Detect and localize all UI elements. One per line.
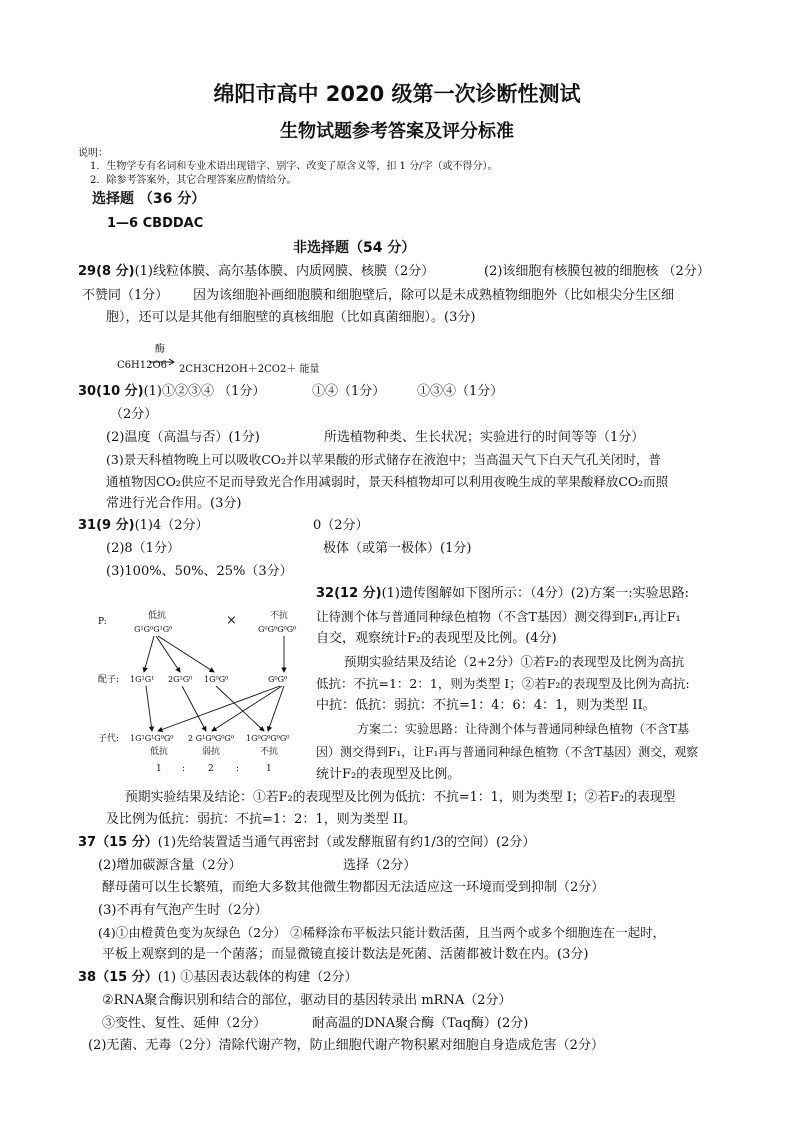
mc-answers: 1—6 CBDDAC bbox=[107, 216, 204, 231]
q31-line-1 bbox=[78, 518, 209, 534]
q37-answer-4b: 平板上观察到的是一个菌落；而显微镜直接计数法是死菌、活菌都被计数在内。(3分) bbox=[102, 947, 589, 962]
diagram-p1-genotype: G¹G⁰G¹G⁰ bbox=[134, 625, 173, 634]
diagram-gamete-2: 2G¹G⁰ bbox=[168, 675, 193, 684]
page-subtitle: 生物试题参考答案及评分标准 bbox=[280, 121, 514, 142]
q32-r4: 预期实验结果及结论（2+2分）①若F₂的表现型及比例为高抗 bbox=[344, 654, 685, 669]
q38-answer-3b: 耐高温的DNA聚合酶（Taq酶）(2分) bbox=[312, 1016, 529, 1031]
q37-number: 37 bbox=[78, 835, 97, 850]
q38-answer-2: ②RNA聚合酶识别和结合的部位，驱动目的基因转录出 mRNA（2分） bbox=[102, 993, 512, 1008]
diagram-p1-name: 低抗 bbox=[148, 611, 167, 621]
arrow-g2-c2 bbox=[182, 686, 206, 731]
fermentation-equation bbox=[117, 340, 320, 380]
q37-answer-2b: 选择（2分） bbox=[343, 858, 417, 873]
q32-r3: 自交，观察统计F₂的表现型及比例。(4分) bbox=[316, 631, 557, 646]
q31-answer-1a: (1)4（2分） bbox=[134, 518, 209, 533]
diagram-gamete-4: G⁰G⁰ bbox=[268, 675, 288, 684]
q31-answer-3: (3)100%、50%、25%（3分） bbox=[106, 564, 293, 579]
nonmc-heading: 非选择题（54 分） bbox=[293, 240, 416, 256]
q31-answer-2b: 极体（或第一极体）(1分) bbox=[323, 541, 472, 556]
q32-r9: 统计F₂的表现型及比例。 bbox=[316, 767, 461, 782]
diagram-offspring-3-name: 不抗 bbox=[260, 747, 279, 757]
diagram-offspring-label: 子代: bbox=[98, 734, 120, 744]
q38-number: 38 bbox=[78, 970, 97, 985]
q30-score: (10 分) bbox=[96, 384, 144, 399]
page-title: 绵阳市高中 2020 级第一次诊断性测试 bbox=[213, 82, 581, 106]
genetic-cross-diagram bbox=[96, 608, 310, 778]
q38-answer-3a: ③变性、复性、延伸（2分） bbox=[102, 1016, 267, 1031]
q37-score: （15 分） bbox=[96, 835, 158, 850]
q29-reason-1: 因为该细胞补画细胞膜和细胞壁后，除可以是未成熟植物细胞外（比如根尖分生区细 bbox=[193, 288, 675, 303]
diagram-offspring-2-name: 弱抗 bbox=[202, 747, 221, 757]
diagram-p2-name: 不抗 bbox=[270, 611, 289, 621]
diagram-ratio-sep-1: : bbox=[182, 764, 186, 774]
q32-number: 32 bbox=[316, 586, 335, 601]
equation-enzyme: 酶 bbox=[155, 344, 165, 355]
diagram-gamete-1: 1G¹G¹ bbox=[130, 675, 155, 684]
q37-answer-2c: 酵母菌可以生长繁殖，而绝大多数其他微生物都因无法适应这一环境而受到抑制（2分） bbox=[102, 880, 605, 895]
q37-answer-3: (3)不再有气泡产生时（2分） bbox=[98, 903, 268, 918]
q30-number: 30 bbox=[78, 384, 97, 399]
diagram-p-label: P: bbox=[98, 617, 107, 627]
q30-line-1 bbox=[78, 384, 265, 400]
arrow-g4-c3 bbox=[268, 686, 284, 731]
q29-reason-2: 胞），还可以是其他有细胞壁的真核细胞（比如真菌细胞）。(3分) bbox=[106, 310, 476, 325]
diagram-offspring-1: 1G¹G¹G⁰G⁰ bbox=[130, 734, 174, 743]
q32-line-1 bbox=[316, 586, 689, 602]
q30-answer-3c: 常进行光合作用。(3分) bbox=[106, 496, 242, 511]
q38-score: （15 分） bbox=[96, 970, 158, 985]
q29-score: (8 分) bbox=[96, 264, 135, 279]
q29-number: 29 bbox=[78, 264, 97, 279]
q31-score: (9 分) bbox=[96, 518, 135, 533]
diagram-ratio-sep-2: : bbox=[236, 764, 240, 774]
mc-heading: 选择题 （36 分） bbox=[92, 191, 206, 207]
diagram-gamete-label: 配子: bbox=[98, 675, 120, 685]
q30-answer-3a: (3)景天科植物晚上可以吸收CO₂并以苹果酸的形式储存在液泡中；当高温天气下白天气孔关闭时，普 bbox=[106, 452, 662, 467]
equation-arrow-icon bbox=[149, 357, 177, 367]
equation-right: 2CH3CH2OH＋2CO2＋ 能量 bbox=[179, 364, 320, 375]
q31-number: 31 bbox=[78, 518, 97, 533]
q37-answer-2a: (2)增加碳源含量（2分） bbox=[98, 858, 242, 873]
diagram-offspring-1-name: 低抗 bbox=[150, 747, 169, 757]
arrow-g4-c2 bbox=[212, 686, 282, 731]
q32-score: (12 分) bbox=[334, 586, 382, 601]
notes-heading: 说明： bbox=[78, 148, 108, 159]
q32-r8: 因）测交得到F₁，让F₁再与普通同种绿色植物（不含T基因）测交，观察 bbox=[316, 745, 699, 759]
q32-f2: 及比例为低抗：弱抗：不抗=1：2：1，则为类型 II。 bbox=[106, 812, 417, 827]
diagram-cross-sign: × bbox=[226, 613, 237, 628]
arrow-p1-g2 bbox=[156, 636, 180, 672]
q29-disagree: 不赞同（1分） bbox=[82, 288, 169, 303]
diagram-p2-genotype: G⁰G⁰G⁰G⁰ bbox=[258, 625, 297, 634]
q30-answer-3b: 通植物因CO₂供应不足而导致光合作用减弱时，景天科植物却可以利用夜晚生成的苹果酸释放CO₂而照 bbox=[106, 474, 669, 489]
q37-answer-1: (1)先给装置适当通气再密封（或发酵瓶留有约1/3的空间）(2分） bbox=[157, 835, 536, 850]
q30-answer-2a: (2)温度（高温与否）(1分) bbox=[106, 430, 260, 445]
q32-f1: 预期实验结果及结论：①若F₂的表现型及比例为低抗：不抗=1：1，则为类型 I；②若F₂的表现型 bbox=[125, 790, 676, 805]
q30-answer-1d: （2分） bbox=[110, 407, 158, 422]
diagram-offspring-3: 1G⁰G⁰G⁰G⁰ bbox=[246, 734, 290, 743]
diagram-gamete-3: 1G⁰G⁰ bbox=[204, 675, 229, 684]
q29-line-1 bbox=[78, 264, 434, 280]
q29-answer-1: (1)线粒体膜、高尔基体膜、内质网膜、核膜（2分） bbox=[134, 264, 435, 279]
q30-answer-2b: 所选植物种类、生长状况；实验进行的时间等等（1分） bbox=[324, 430, 645, 445]
diagram-offspring-2: 2 G¹G⁰G⁰G⁰ bbox=[188, 734, 235, 743]
q31-answer-2a: (2)8（1分） bbox=[106, 541, 180, 556]
q37-line-1 bbox=[78, 835, 535, 851]
q32-r5: 低抗：不抗=1：2：1，则为类型 I；②若F₂的表现型及比例为高抗: bbox=[316, 676, 690, 691]
note-1: 1．生物学专有名词和专业术语出现错字、别字、改变了原含义等，扣 1 分/字（或不得分）。 bbox=[90, 161, 498, 172]
diagram-ratio-3: 1 bbox=[266, 764, 272, 774]
q38-answer-1: (1) ①基因表达载体的构建（2分） bbox=[157, 970, 358, 985]
q30-answer-1: (1)①②③④ （1分） bbox=[143, 384, 266, 399]
q30-answer-1b: ①④（1分） bbox=[312, 384, 386, 399]
arrow-p1-g3 bbox=[158, 636, 214, 672]
q32-r7: 方案二：实验思路：让待测个体与普通同种绿色植物（不含T基 bbox=[357, 722, 690, 736]
q32-r6: 中抗：低抗：弱抗：不抗=1：4：6：4：1，则为类型 II。 bbox=[316, 698, 656, 713]
q31-answer-1b: 0（2分） bbox=[313, 518, 369, 533]
q38-line-1 bbox=[78, 970, 358, 986]
q29-answer-2: (2)该细胞有核膜包被的细胞核 （2分） bbox=[484, 264, 710, 279]
q32-r2: 让待测个体与普通同种绿色植物（不含T基因）测交得到F₁,再让F₁ bbox=[316, 609, 681, 624]
note-2: 2．除参考答案外，其它合理答案应酌情给分。 bbox=[90, 175, 297, 186]
q30-answer-1c: ①③④（1分） bbox=[417, 384, 504, 399]
diagram-ratio-1: 1 bbox=[156, 764, 162, 774]
arrow-g1-c1 bbox=[146, 686, 152, 731]
diagram-ratio-2: 2 bbox=[208, 764, 214, 774]
q32-r1: (1)遗传图解如下图所示：（4分）(2)方案一:实验思路: bbox=[381, 586, 689, 601]
arrow-g4-c1 bbox=[158, 686, 280, 731]
q38-answer-4: (2)无菌、无毒（2分）清除代谢产物，防止细胞代谢产物积累对细胞自身造成危害（2分） bbox=[88, 1038, 604, 1053]
arrow-p1-g1 bbox=[144, 636, 154, 672]
q37-answer-4a: (4)①由橙黄色变为灰绿色（2分） ②稀释涂布平板法只能计数活菌，且当两个或多个细胞连在一起时， bbox=[98, 925, 666, 940]
equation-left: C6H12O6 bbox=[117, 360, 168, 371]
